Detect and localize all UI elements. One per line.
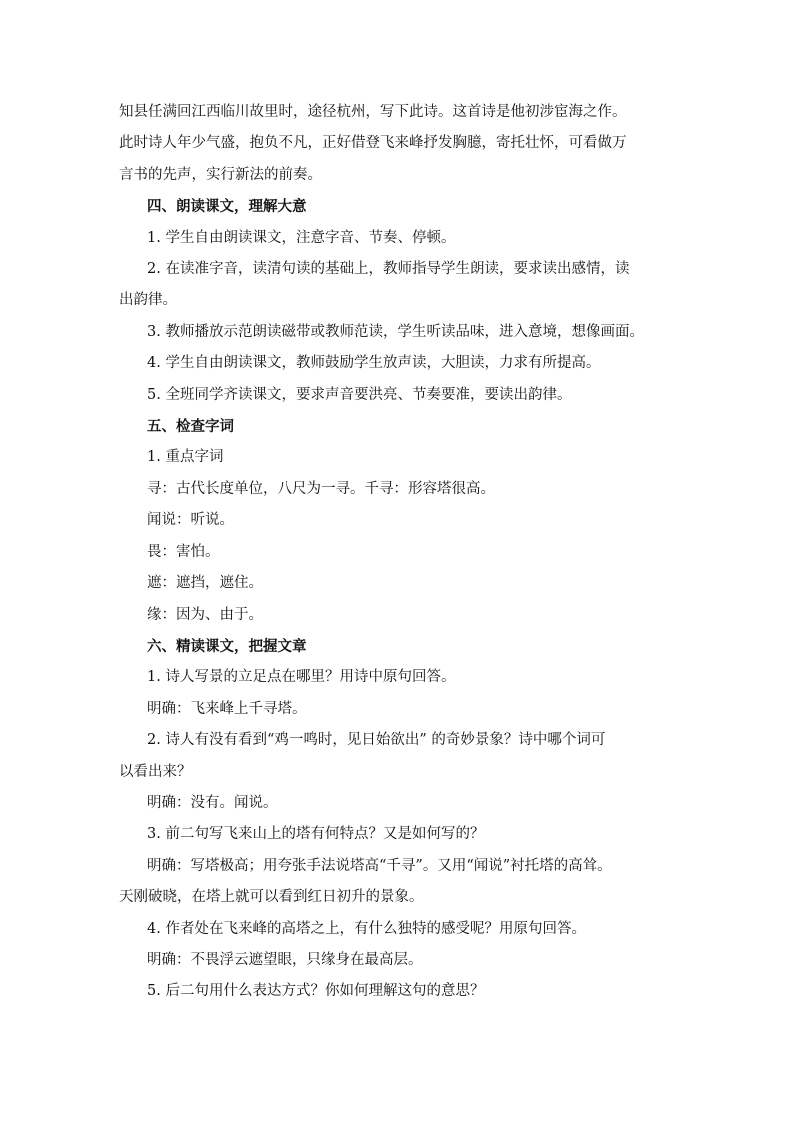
text-line: 1. 学生自由朗读课文，注意字音、节奏、停顿。 xyxy=(147,229,456,246)
text-line: 1. 重点字词 xyxy=(147,449,224,466)
text-line: 5. 后二句用什么表达方式？你如何理解这句的意思？ xyxy=(147,983,485,1000)
text-line: 出韵律。 xyxy=(119,292,177,309)
text-line: 遮：遮挡，遮住。 xyxy=(147,575,263,592)
text-line: 2. 诗人有没有看到“鸡一鸣时，见日始欲出” 的奇妙景象？诗中哪个词可 xyxy=(147,732,606,749)
section-heading: 五、检查字词 xyxy=(147,418,234,436)
text-line: 1. 诗人写景的立足点在哪里？用诗中原句回答。 xyxy=(147,669,456,686)
section-heading: 四、朗读课文，理解大意 xyxy=(147,198,307,216)
text-line: 4. 学生自由朗读课文，教师鼓励学生放声读，大胆读，力求有所提高。 xyxy=(147,355,601,372)
text-line: 天刚破晓，在塔上就可以看到红日初升的景象。 xyxy=(119,889,424,906)
text-line: 闻说：听说。 xyxy=(147,512,234,529)
text-line: 明确：没有。闻说。 xyxy=(147,794,278,811)
text-line: 此时诗人年少气盛，抱负不凡，正好借登飞来峰抒发胸臆，寄托壮怀，可看做万 xyxy=(119,135,627,152)
text-line: 4. 作者处在飞来峰的高塔之上，有什么独特的感受呢？用原句回答。 xyxy=(147,920,586,937)
text-line: 明确：不畏浮云遮望眼，只缘身在最高层。 xyxy=(147,951,423,968)
text-line: 3. 前二句写飞来山上的塔有何特点？又是如何写的？ xyxy=(147,826,485,843)
text-line: 2. 在读准字音，读清句读的基础上，教师指导学生朗读，要求读出感情，读 xyxy=(147,261,630,278)
text-line: 明确：飞来峰上千寻塔。 xyxy=(147,700,307,717)
section-heading: 六、精读课文，把握文章 xyxy=(147,637,307,655)
text-line: 寻：古代长度单位，八尺为一寻。千寻：形容塔很高。 xyxy=(147,480,495,497)
text-line: 言书的先声，实行新法的前奏。 xyxy=(119,166,322,183)
document-body xyxy=(119,97,679,1008)
text-line: 以看出来？ xyxy=(119,763,192,780)
text-line: 知县任满回江西临川故里时，途径杭州，写下此诗。这首诗是他初涉宦海之作。 xyxy=(119,104,627,120)
text-line: 3. 教师播放示范朗读磁带或教师范读，学生听读品味，进入意境，想像画面。 xyxy=(147,323,644,340)
text-line: 畏：害怕。 xyxy=(147,543,220,560)
text-line: 明确：写塔极高；用夸张手法说塔高“千寻”。又用“闻说”衬托塔的高耸。 xyxy=(147,857,612,874)
text-line: 缘：因为、由于。 xyxy=(147,606,263,623)
text-line: 5. 全班同学齐读课文，要求声音要洪亮、节奏要准，要读出韵律。 xyxy=(147,386,572,403)
